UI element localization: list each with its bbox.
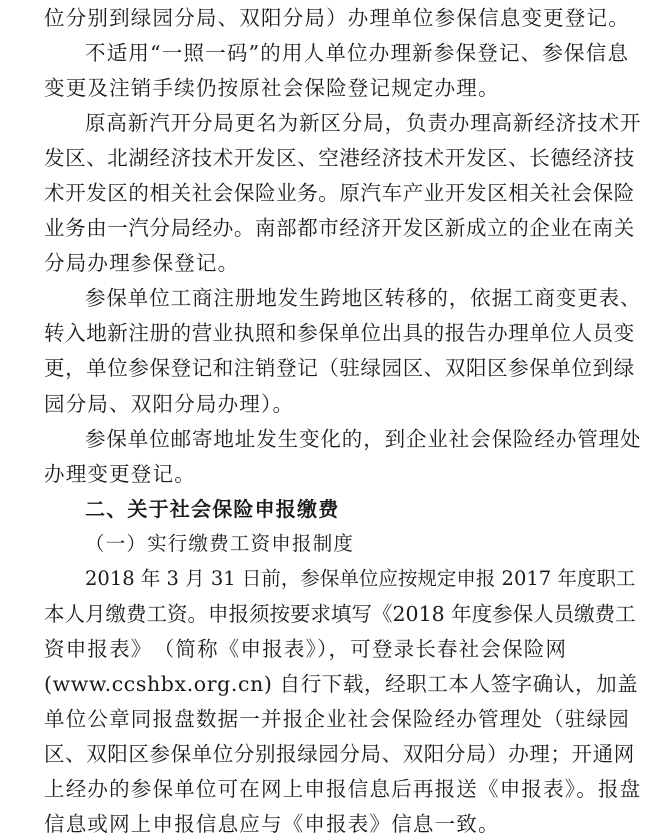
text-line-9: 参保单位工商注册地发生跨地区转移的，依据工商变更表、	[85, 286, 642, 311]
text-line-14: 办理变更登记。	[44, 461, 196, 486]
text-line-12: 园分局、双阳分局办理）。	[44, 391, 295, 416]
text-line-11: 更，单位参保登记和注销登记（驻绿园区、双阳区参保单位到绿	[44, 356, 635, 381]
text-line-10: 转入地新注册的营业执照和参保单位出具的报告办理单位人员变	[44, 321, 635, 346]
text-line-5: 发区、北湖经济技术开发区、空港经济技术开发区、长德经济技	[44, 146, 635, 171]
text-line-19: 资申报表》 （简称《申报表》），可登录长春社会保险网	[44, 636, 568, 661]
subsection-heading: （一）实行缴费工资申报制度	[85, 531, 355, 555]
text-line-18: 本人月缴费工资。申报须按要求填写《2018 年度参保人员缴费工	[44, 601, 636, 626]
text-line-1: 位分别到绿园分局、双阳分局）办理单位参保信息变更登记。	[44, 6, 630, 30]
text-line-23: 上经办的参保单位可在网上申报信息后再报送《申报表》。报盘	[44, 777, 642, 801]
text-line-22: 区、双阳区参保单位分别报绿园分局、双阳分局）办理；开通网	[44, 741, 635, 766]
text-line-2: 不适用“一照一码”的用人单位办理新参保登记、参保信息	[85, 41, 630, 65]
text-line-8: 分局办理参保登记。	[44, 251, 240, 276]
section-heading: 二、关于社会保险申报缴费	[85, 496, 340, 521]
text-line-20: (www.ccshbx.org.cn) 自行下载，经职工本人签字确认，加盖	[44, 671, 639, 696]
text-line-4: 原高新汽开分局更名为新区分局，负责办理高新经济技术开	[85, 111, 642, 136]
text-line-13: 参保单位邮寄地址发生变化的，到企业社会保险经办管理处	[85, 426, 642, 451]
text-line-24: 信息或网上申报信息应与《申报表》信息一致。	[44, 812, 500, 836]
text-line-6: 术开发区的相关社会保险业务。原汽车产业开发区相关社会保险	[44, 181, 635, 206]
text-line-17: 2018 年 3 月 31 日前，参保单位应按规定申报 2017 年度职工	[85, 566, 636, 590]
text-line-3: 变更及注销手续仍按原社会保险登记规定办理。	[44, 76, 500, 101]
text-line-21: 单位公章同报盘数据一并报企业社会保险经办管理处（驻绿园	[44, 706, 630, 731]
text-line-7: 业务由一汽分局经办。南部都市经济开发区新成立的企业在南关	[44, 216, 635, 241]
